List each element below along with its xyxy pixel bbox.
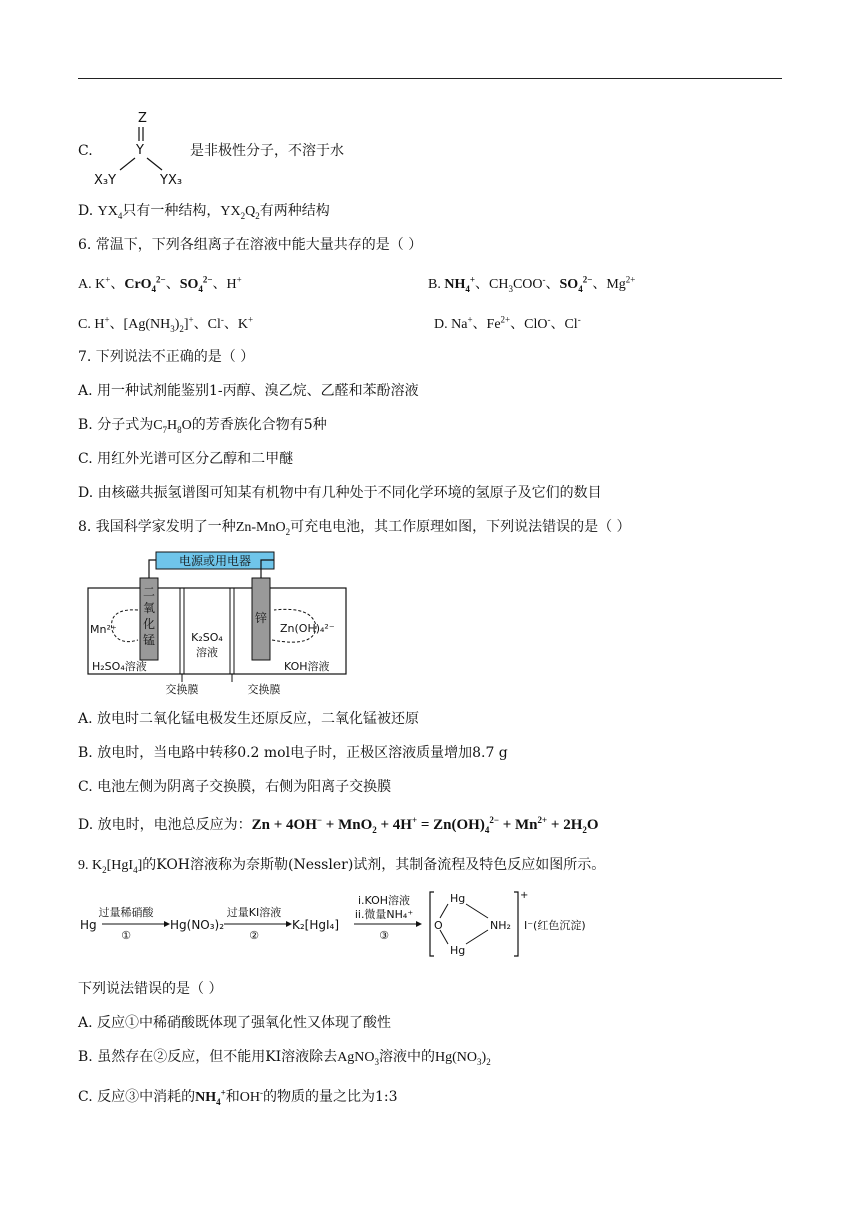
q7-b: B. 分子式为$C_7H_8O$的芳香族化合物有5种	[78, 417, 327, 435]
svg-text:ii.微量NH₄⁺: ii.微量NH₄⁺	[354, 908, 414, 921]
svg-text:氧: 氧	[142, 601, 156, 615]
q8-c: C. 电池左侧为阴离子交换膜，右侧为阳离子交换膜	[78, 779, 392, 795]
q8-a: A. 放电时二氧化锰电极发生还原反应，二氧化锰被还原	[78, 711, 420, 727]
q9-c: C. 反应③中消耗的$NH_4^+$和OH-的物质的量之比为1:3	[78, 1087, 398, 1107]
svg-text:Hg: Hg	[450, 944, 466, 957]
q5-c-label: C.	[78, 143, 93, 159]
svg-text:K₂[HgI₄]: K₂[HgI₄]	[292, 918, 340, 932]
struct-right: YX₃	[160, 173, 183, 188]
q7-stem: 7. 下列说法不正确的是（ ）	[78, 349, 255, 365]
svg-text:i.KOH溶液: i.KOH溶液	[357, 894, 411, 907]
svg-text:过量稀硝酸: 过量稀硝酸	[98, 906, 154, 919]
svg-text:①: ①	[121, 929, 131, 942]
svg-text:化: 化	[142, 617, 156, 631]
q8-b: B. 放电时，当电路中转移0.2 mol电子时，正极区溶液质量增加8.7 g	[78, 745, 508, 761]
svg-text:锰: 锰	[142, 633, 156, 647]
q5-d: D. $YX_4$只有一种结构，$YX_2Q_2$有两种结构	[78, 203, 330, 221]
svg-text:K₂SO₄: K₂SO₄	[191, 631, 223, 644]
svg-text:交换膜: 交换膜	[165, 683, 199, 696]
svg-text:二: 二	[142, 585, 156, 599]
svg-text:+: +	[520, 890, 529, 901]
svg-text:Mn²⁺: Mn²⁺	[90, 623, 117, 636]
svg-text:过量KI溶液: 过量KI溶液	[226, 906, 282, 919]
q9-stem: 9. $K_2[HgI_4]$的KOH溶液称为奈斯勒(Nessler)试剂，其制备流程及特色反应如图所示。	[78, 857, 606, 875]
q5-c-structure	[92, 108, 202, 190]
svg-text:③: ③	[379, 929, 389, 942]
q6-d: D. Na+、$Fe^{2+}$、ClO-、Cl-	[434, 314, 581, 332]
q6-a: A. K+、CrO$_4^{2-}$、$SO_4^{2-}$、H+	[78, 274, 242, 294]
q7-c: C. 用红外光谱可区分乙醇和二甲醚	[78, 451, 294, 467]
struct-left: X₃Y	[94, 173, 117, 188]
q7-a: A. 用一种试剂能鉴别1-丙醇、溴乙烷、乙醛和苯酚溶液	[78, 383, 419, 399]
q8-stem: 8. 我国科学家发明了一种Zn-MnO$_2$可充电电池，其工作原理如图，下列说法错误的是（ ）	[78, 519, 631, 537]
q6-c: C. H+、$[Ag(NH_3)_2]^+$、Cl-、K+	[78, 314, 254, 334]
q9-b: B. 虽然存在②反应，但不能用KI溶液除去AgNO$_3$溶液中的$Hg(NO_3)_2$	[78, 1049, 491, 1067]
svg-text:KOH溶液: KOH溶液	[284, 660, 330, 673]
header-rule	[78, 78, 782, 79]
q9-sub-stem: 下列说法错误的是（ ）	[78, 981, 223, 997]
svg-text:②: ②	[249, 929, 259, 942]
svg-text:交换膜: 交换膜	[247, 683, 281, 696]
svg-text:Hg(NO₃)₂: Hg(NO₃)₂	[170, 918, 225, 932]
svg-text:锌: 锌	[254, 611, 268, 625]
svg-text:O: O	[434, 919, 443, 932]
svg-text:Hg: Hg	[80, 918, 97, 932]
q6-stem: 6. 常温下，下列各组离子在溶液中能大量共存的是（ ）	[78, 237, 423, 253]
svg-text:NH₂: NH₂	[490, 919, 511, 932]
q8-battery-figure	[84, 550, 354, 698]
q7-d: D. 由核磁共振氢谱图可知某有机物中有几种处于不同化学环境的氢原子及它们的数目	[78, 485, 602, 501]
svg-text:H₂SO₄溶液: H₂SO₄溶液	[92, 660, 147, 673]
svg-text:I⁻(红色沉淀): I⁻(红色沉淀)	[524, 919, 586, 932]
q9-a: A. 反应①中稀硝酸既体现了强氧化性又体现了酸性	[78, 1015, 392, 1031]
struct-z: Z	[138, 111, 147, 126]
q5-c-text: 是非极性分子，不溶于水	[190, 143, 344, 159]
svg-text:Hg: Hg	[450, 892, 466, 905]
struct-y: Y	[136, 143, 144, 158]
svg-text:电源或用电器: 电源或用电器	[178, 554, 252, 568]
svg-text:Zn(OH)₄²⁻: Zn(OH)₄²⁻	[280, 622, 335, 635]
q6-b: B. $NH_4^+$、$CH_3COO^-$、$SO_4^{2-}$、$Mg^{2+}$	[428, 274, 636, 294]
svg-text:溶液: 溶液	[196, 646, 218, 659]
q9-flow-figure	[78, 888, 598, 960]
q8-d: D. 放电时，电池总反应为：$Zn + 4OH^- + MnO_2 + 4H^+ = Zn(OH)_4^{2-} + Mn^{2+} + 2H_2O$	[78, 815, 599, 835]
